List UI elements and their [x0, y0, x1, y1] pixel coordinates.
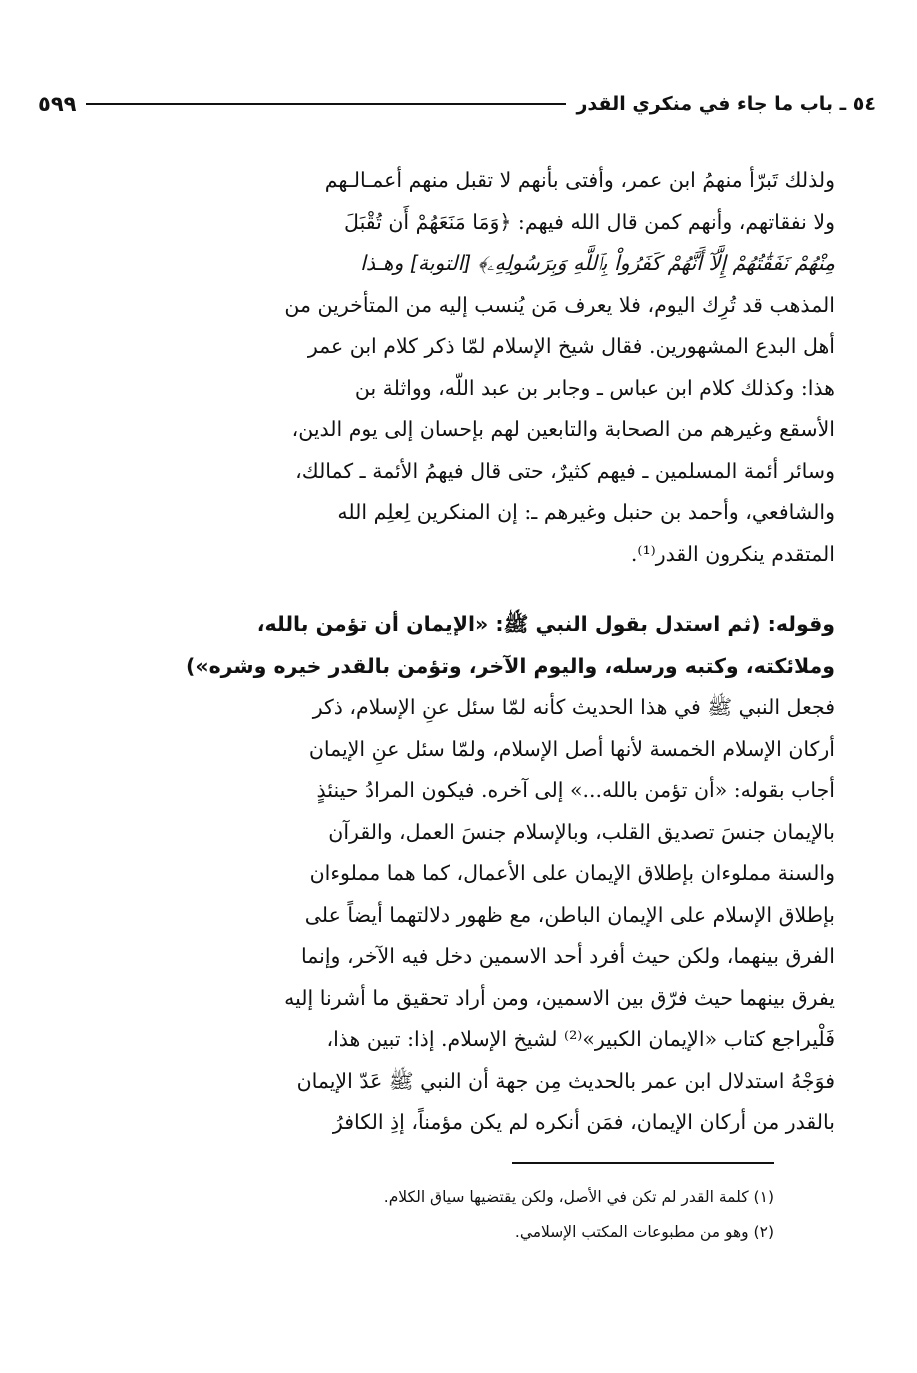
footnote-2: (٢) وهو من مطبوعات المكتب الإسلامي.	[514, 1223, 774, 1241]
text-line: الفرق بينهما، ولكن حيث أفرد أحد الاسمين دخل فيه الآخر، وإنما	[301, 944, 835, 968]
text-line: أجاب بقوله: «أن تؤمن بالله...» إلى آخره. فيكون المرادُ حينئذٍ	[316, 778, 835, 802]
paragraph-1	[115, 160, 835, 575]
text-line: والشافعي، وأحمد بن حنبل وغيرهم ـ: إن المنكرين لِعلِم الله	[337, 500, 835, 524]
text-line: بالقدر من أركان الإيمان، فمَن أنكره لم يكن مؤمناً، إذِ الكافرُ	[332, 1110, 835, 1134]
footnote-1: (١) كلمة القدر لم تكن في الأصل، ولكن يقتضيها سياق الكلام.	[383, 1188, 774, 1206]
text-line: أهل البدع المشهورين. فقال شيخ الإسلام لمّا ذكر كلام ابن عمر	[307, 334, 835, 358]
text-line: يفرق بينهما حيث فرّق بين الاسمين، ومن أراد تحقيق ما أشرنا إليه	[284, 985, 835, 1010]
text-line-bold: وقوله: (ثم استدل بقول النبي ﷺ: «الإيمان أن تؤمن بالله،	[256, 612, 835, 636]
text-line: هذا: وكذلك كلام ابن عباس ـ وجابر بن عبد اللّه، وواثلة بن	[354, 375, 835, 400]
page-header	[38, 88, 876, 120]
footnotes	[94, 1180, 774, 1250]
quran-verse-line: مِنْهُمْ نَفَقَٰتُهُمْ إِلَّآ أَنَّهُمْ كَفَرُواْ بِٱللَّهِ وَبِرَسُولِهِۦ﴾ [التوبة] وهـذا	[360, 251, 835, 275]
text-line: المذهب قد تُرِك اليوم، فلا يعرف مَن يُنسب إليه من المتأخرين من	[284, 292, 835, 317]
text-line: فوَجْهُ استدلال ابن عمر بالحديث مِن جهة أن النبي ﷺ عَدّ الإيمان	[296, 1068, 835, 1093]
text-line: أركان الإسلام الخمسة لأنها أصل الإسلام، ولمّا سئل عنِ الإيمان	[308, 736, 835, 761]
chapter-title: ٥٤ ـ باب ما جاء في منكري القدر	[576, 93, 876, 115]
text-line: فجعل النبي ﷺ في هذا الحديث كأنه لمّا سئل عنِ الإسلام، ذكر	[312, 695, 835, 719]
text-line: ولا نفقاتهم، وأنهم كمن قال الله فيهم: ﴿وَمَا مَنَعَهُمْ أَن تُقْبَلَ	[344, 209, 835, 234]
text-line-bold: وملائكته، وكتبه ورسله، واليوم الآخر، وتؤمن بالقدر خيره وشره»)	[185, 653, 835, 678]
text-line: بالإيمان جنسَ تصديق القلب، وبالإسلام جنسَ العمل، والقرآن	[328, 819, 835, 844]
text-line: ولذلك تَبرّأ منهمُ ابن عمر، وأفتى بأنهم لا تقبل منهم أعمـالـهم	[324, 168, 835, 192]
main-text	[115, 160, 835, 1144]
text-line: وسائر أئمة المسلمين ـ فيهم كثيرٌ، حتى قال فيهمُ الأئمة ـ كمالك،	[295, 458, 835, 483]
text-line: المتقدم ينكرون القدر⁽¹⁾.	[630, 541, 835, 566]
text-line: والسنة مملوءان بإطلاق الإيمان على الأعمال، كما هما مملوءان	[309, 861, 835, 885]
text-line: فَلْيراجع كتاب «الإيمان الكبير»⁽²⁾ لشيخ الإسلام. إذا: تبين هذا،	[326, 1027, 835, 1051]
paragraph-2	[115, 604, 835, 1144]
text-line: بإطلاق الإسلام على الإيمان الباطن، مع ظهور دلالتهما أيضاً على	[304, 902, 835, 927]
page-number: ٥٩٩	[38, 92, 77, 116]
header-rule	[86, 103, 566, 105]
footnote-separator	[512, 1162, 774, 1164]
text-line: الأسقع وغيرهم من الصحابة والتابعين لهم بإحسان إلى يوم الدين،	[291, 417, 835, 441]
